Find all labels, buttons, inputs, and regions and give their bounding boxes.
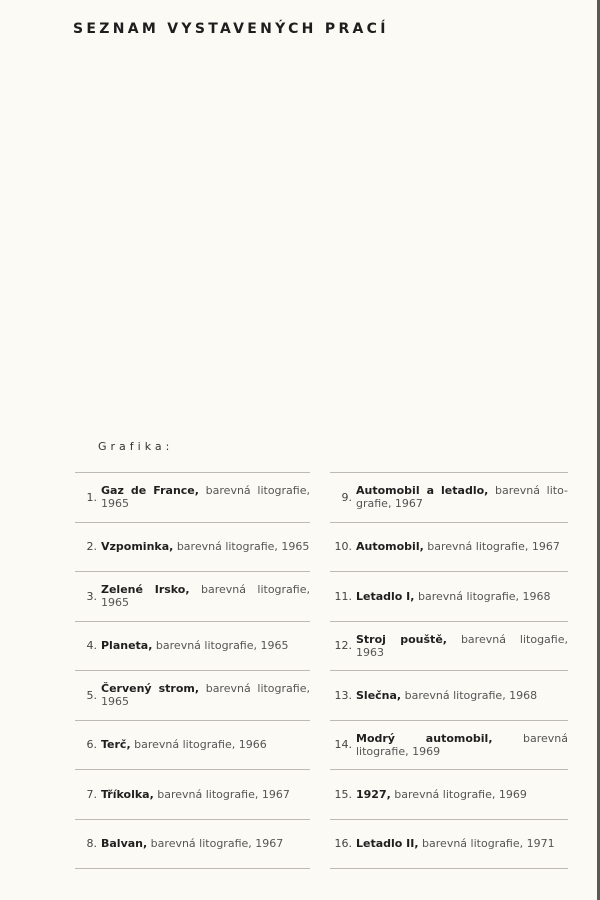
work-title: Terč, (101, 738, 131, 752)
list-item (75, 819, 310, 870)
work-description: barevná litografie, 1965 (152, 639, 289, 653)
works-list-right (330, 472, 568, 869)
work-title: Zelené Irsko, (101, 583, 190, 597)
item-number: 15. (334, 787, 352, 801)
work-description: barevná litografie, 1965 (173, 540, 310, 554)
item-number: 14. (334, 738, 352, 752)
work-title: 1927, (356, 787, 391, 801)
item-text (356, 689, 568, 702)
item-number: 13. (334, 688, 352, 702)
item-number: 4. (86, 639, 97, 653)
work-title: Automobil a letadlo, (356, 484, 489, 498)
list-item (330, 571, 568, 621)
item-number: 8. (86, 837, 97, 851)
list-item (330, 621, 568, 671)
work-title: Červený strom, (101, 682, 200, 696)
list-item (75, 571, 310, 621)
work-title: Slečna, (356, 688, 402, 702)
list-item (75, 621, 310, 671)
list-item (330, 522, 568, 572)
item-text (101, 738, 310, 751)
work-title: Stroj pouště, (356, 632, 447, 646)
work-description: barevná litografie, 1966 (130, 738, 267, 752)
page-title: SEZNAM VYSTAVENÝCH PRACÍ (73, 21, 389, 37)
list-item (330, 670, 568, 720)
list-item (330, 769, 568, 819)
item-text (101, 484, 310, 510)
work-title: Vzpominka, (101, 540, 174, 554)
work-description: barevná litografie, 1971 (418, 837, 555, 851)
work-title: Balvan, (101, 837, 148, 851)
work-description: barevná litografie, 1969 (356, 731, 568, 758)
list-item (75, 720, 310, 770)
work-description: barevná litografie, 1969 (390, 787, 527, 801)
item-text (356, 633, 568, 659)
item-text (356, 484, 568, 510)
item-text (101, 682, 310, 708)
item-text (101, 583, 310, 609)
work-title: Planeta, (101, 639, 153, 653)
work-title: Letadlo II, (356, 837, 419, 851)
item-number: 11. (334, 589, 352, 603)
item-text (356, 837, 568, 850)
work-description: barevná litografie, 1967 (153, 787, 290, 801)
item-number: 12. (334, 639, 352, 653)
work-title: Letadlo I, (356, 589, 415, 603)
list-item (330, 720, 568, 770)
work-description: barevná litografie, 1965 (101, 484, 310, 511)
item-text (356, 788, 568, 801)
item-text (356, 540, 568, 553)
works-list-left (75, 472, 310, 869)
item-number: 9. (341, 490, 352, 504)
list-item (75, 670, 310, 720)
list-item (330, 819, 568, 870)
item-text (101, 540, 310, 553)
item-number: 3. (86, 589, 97, 603)
work-title: Automobil, (356, 540, 424, 554)
item-number: 1. (86, 490, 97, 504)
work-description: barevná litografie, 1968 (414, 589, 551, 603)
work-description: barevná litografie, 1965 (101, 682, 310, 709)
work-description: barevná litografie, 1965 (101, 583, 310, 610)
work-title: Tříkolka, (101, 787, 154, 801)
work-description: barevná lito-grafie, 1967 (356, 484, 568, 511)
list-item (75, 522, 310, 572)
work-title: Gaz de France, (101, 484, 199, 498)
work-description: barevná litografie, 1968 (401, 688, 538, 702)
item-text (101, 837, 310, 850)
item-text (101, 788, 310, 801)
work-title: Modrý automobil, (356, 731, 493, 745)
work-description: barevná litografie, 1967 (147, 837, 284, 851)
item-number: 16. (334, 837, 352, 851)
item-text (356, 590, 568, 603)
work-description: barevná litografie, 1967 (423, 540, 560, 554)
item-number: 2. (86, 540, 97, 554)
item-number: 6. (86, 738, 97, 752)
item-number: 7. (86, 787, 97, 801)
item-number: 10. (334, 540, 352, 554)
list-item (330, 472, 568, 522)
item-number: 5. (86, 688, 97, 702)
list-item (75, 472, 310, 522)
item-text (356, 732, 568, 758)
list-item (75, 769, 310, 819)
item-text (101, 639, 310, 652)
section-heading: Grafika: (98, 440, 174, 453)
work-description: barevná litogafie, 1963 (356, 632, 568, 659)
